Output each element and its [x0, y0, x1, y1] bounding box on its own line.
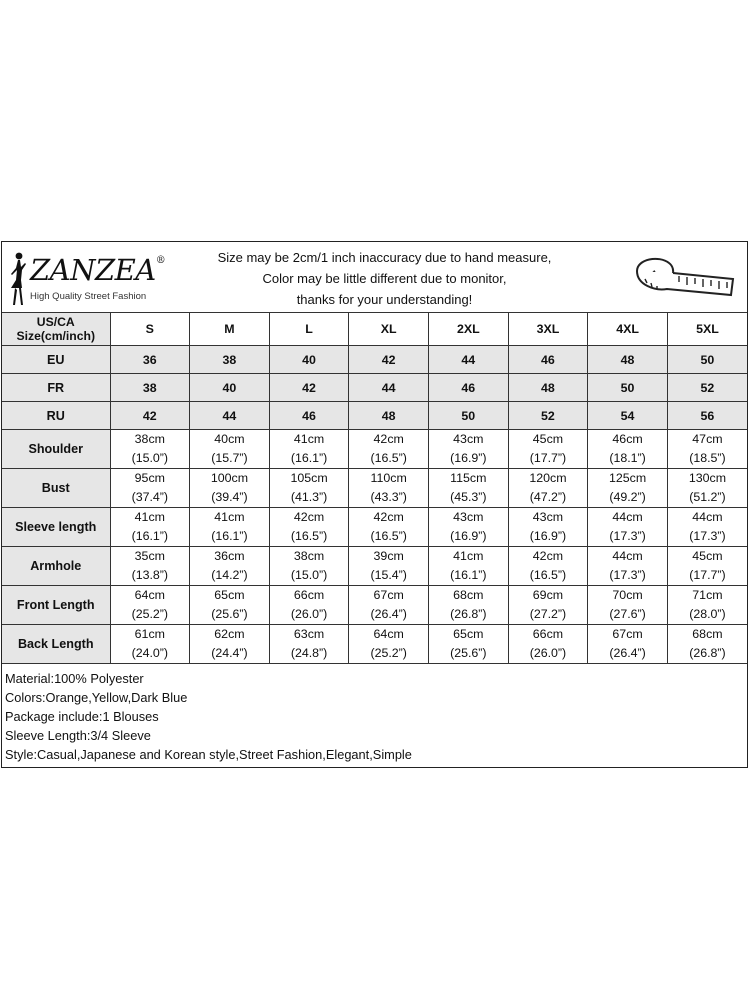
fashion-model-icon — [7, 250, 29, 306]
measurement-inch: (14.2”) — [211, 568, 248, 582]
measurement-cell — [588, 625, 668, 664]
measurement-cell — [110, 469, 190, 508]
measurement-cm: 35cm — [134, 549, 165, 563]
measurement-cm: 46cm — [612, 432, 643, 446]
size-label: S — [110, 313, 190, 346]
measurement-cm: 41cm — [134, 510, 165, 524]
measurement-cell — [349, 625, 429, 664]
brand-logo — [4, 248, 166, 306]
measurement-cm: 47cm — [692, 432, 723, 446]
measurement-cm: 42cm — [373, 432, 404, 446]
measurement-cell — [588, 469, 668, 508]
conversion-cell: 46 — [508, 346, 588, 374]
measuring-tape-icon — [629, 249, 739, 305]
measurement-inch: (16.1”) — [290, 451, 328, 465]
measurement-cm: 100cm — [210, 471, 249, 485]
measurement-cell — [429, 586, 509, 625]
note-line: Color may be little different due to monitor, — [262, 271, 507, 286]
brand-tagline: High Quality Street Fashion — [30, 291, 147, 302]
conversion-cell: 46 — [429, 374, 509, 402]
size-chart — [1, 241, 748, 768]
conversion-cell: 48 — [349, 402, 429, 430]
measurement-cell — [429, 430, 509, 469]
measurement-cell — [508, 547, 588, 586]
measurement-cm: 105cm — [290, 471, 328, 485]
measurement-inch: (45.3”) — [450, 490, 487, 504]
row-label: Back Length — [2, 625, 110, 664]
conversion-cell: 42 — [110, 402, 190, 430]
registered-mark: ® — [155, 255, 166, 266]
measurement-cm: 41cm — [214, 510, 245, 524]
measurement-cm: 115cm — [450, 471, 487, 485]
measurement-inch: (13.8”) — [131, 568, 169, 582]
info-package: Package include:1 Blouses — [5, 709, 159, 724]
measurement-inch: (15.7”) — [211, 451, 248, 465]
measurement-cm: 42cm — [373, 510, 404, 524]
measurement-cm: 69cm — [532, 588, 564, 602]
conversion-cell: 50 — [667, 346, 747, 374]
size-table — [2, 313, 747, 663]
row-label: RU — [2, 402, 110, 430]
info-material: Material:100% Polyester — [5, 671, 144, 686]
size-label: 3XL — [508, 313, 588, 346]
measurement-inch: (26.4”) — [370, 607, 407, 621]
measurement-inch: (51.2”) — [689, 490, 726, 504]
measurement-cell — [667, 469, 747, 508]
conversion-cell: 52 — [667, 374, 747, 402]
row-label: FR — [2, 374, 110, 402]
measurement-inch: (43.3”) — [370, 490, 407, 504]
row-label: Armhole — [2, 547, 110, 586]
measurement-cm: 67cm — [373, 588, 404, 602]
measurement-cm: 65cm — [214, 588, 245, 602]
measurement-cell — [429, 547, 509, 586]
measurement-row — [2, 625, 747, 664]
conversion-cell: 44 — [349, 374, 429, 402]
measurement-inch: (25.6”) — [211, 607, 248, 621]
measurement-inch: (17.3”) — [609, 568, 646, 582]
measurement-cell — [110, 547, 190, 586]
measurement-cell — [110, 430, 190, 469]
measurement-cm: 43cm — [453, 510, 484, 524]
measurement-cm: 125cm — [608, 471, 647, 485]
measurement-inch: (16.9”) — [450, 529, 487, 543]
measurement-row — [2, 547, 747, 586]
measurement-cell — [429, 625, 509, 664]
conversion-cell: 48 — [508, 374, 588, 402]
measurement-inch: (15.0”) — [131, 451, 169, 465]
measurement-inch: (18.5”) — [689, 451, 726, 465]
measurement-inch: (16.5”) — [370, 451, 407, 465]
measurement-cm: 130cm — [688, 471, 727, 485]
size-label: 2XL — [429, 313, 509, 346]
measurement-inch: (24.4”) — [211, 646, 248, 660]
measurement-cm: 36cm — [214, 549, 245, 563]
measurement-cm: 43cm — [453, 432, 484, 446]
measurement-cm: 95cm — [134, 471, 165, 485]
measurement-inch: (15.0”) — [290, 568, 328, 582]
measurement-cm: 64cm — [373, 627, 404, 641]
measurement-inch: (16.5”) — [290, 529, 328, 543]
conversion-cell: 50 — [588, 374, 668, 402]
measurement-cm: 43cm — [532, 510, 564, 524]
measurement-inch: (17.3”) — [609, 529, 646, 543]
row-label: Sleeve length — [2, 508, 110, 547]
measurement-cm: 61cm — [134, 627, 165, 641]
measurement-cell — [349, 469, 429, 508]
measurement-cell — [349, 508, 429, 547]
row-label: EU — [2, 346, 110, 374]
measurement-cell — [508, 430, 588, 469]
row-label: Front Length — [2, 586, 110, 625]
measurement-cell — [269, 625, 349, 664]
measurement-cell — [110, 586, 190, 625]
measurement-cell — [269, 508, 349, 547]
conversion-cell: 48 — [588, 346, 668, 374]
conversion-row — [2, 402, 747, 430]
measurement-inch: (16.5”) — [370, 529, 407, 543]
measurement-cm: 120cm — [529, 471, 567, 485]
measurement-cell — [429, 508, 509, 547]
measurement-cm: 40cm — [214, 432, 245, 446]
conversion-cell: 52 — [508, 402, 588, 430]
measurement-inch: (26.8”) — [689, 646, 726, 660]
measurement-cm: 66cm — [293, 588, 325, 602]
measurement-inch: (37.4”) — [131, 490, 169, 504]
note-line: Size may be 2cm/1 inch inaccuracy due to hand measure, — [217, 250, 552, 265]
size-label: XL — [349, 313, 429, 346]
measurement-inch: (49.2”) — [609, 490, 646, 504]
measurement-cell — [190, 469, 270, 508]
corner-label-line: US/CA — [36, 315, 75, 329]
measurement-cm: 62cm — [214, 627, 245, 641]
measurement-row — [2, 469, 747, 508]
measurement-inch: (15.4”) — [370, 568, 407, 582]
conversion-cell: 36 — [110, 346, 190, 374]
measurement-cell — [349, 547, 429, 586]
conversion-cell: 42 — [349, 346, 429, 374]
measurement-cm: 39cm — [373, 549, 404, 563]
measurement-cell — [190, 586, 270, 625]
measurement-row — [2, 430, 747, 469]
measurement-cm: 45cm — [532, 432, 564, 446]
row-label: Shoulder — [2, 430, 110, 469]
conversion-cell: 44 — [429, 346, 509, 374]
measurement-cell — [269, 547, 349, 586]
measurement-cm: 42cm — [293, 510, 325, 524]
measurement-cell — [667, 586, 747, 625]
conversion-cell: 42 — [269, 374, 349, 402]
measurement-cell — [667, 430, 747, 469]
conversion-cell: 46 — [269, 402, 349, 430]
measurement-cell — [429, 469, 509, 508]
measurement-cell — [190, 547, 270, 586]
measurement-inch: (16.1”) — [450, 568, 487, 582]
measurement-cell — [269, 469, 349, 508]
measurement-cm: 38cm — [293, 549, 325, 563]
measurement-inch: (26.4”) — [609, 646, 646, 660]
conversion-cell: 56 — [667, 402, 747, 430]
corner-label — [2, 313, 110, 346]
measurement-inch: (27.2”) — [529, 607, 567, 621]
measurement-inch: (47.2”) — [529, 490, 567, 504]
measurement-inch: (24.0”) — [131, 646, 169, 660]
measurement-cell — [588, 586, 668, 625]
info-colors: Colors:Orange,Yellow,Dark Blue — [5, 690, 188, 705]
measurement-notes — [172, 247, 597, 310]
measurement-cm: 44cm — [612, 549, 643, 563]
corner-label-line: Size(cm/inch) — [16, 329, 96, 343]
measurement-cell — [667, 625, 747, 664]
measurement-cm: 44cm — [612, 510, 643, 524]
measurement-cell — [190, 508, 270, 547]
conversion-cell: 50 — [429, 402, 509, 430]
conversion-row — [2, 374, 747, 402]
measurement-cell — [667, 547, 747, 586]
measurement-inch: (16.5”) — [529, 568, 567, 582]
size-label: 5XL — [667, 313, 747, 346]
measurement-cm: 42cm — [532, 549, 564, 563]
measurement-cell — [110, 508, 190, 547]
measurement-inch: (25.2”) — [370, 646, 407, 660]
measurement-inch: (16.9”) — [529, 529, 567, 543]
measurement-cm: 66cm — [532, 627, 564, 641]
measurement-cm: 70cm — [612, 588, 643, 602]
size-label: M — [190, 313, 270, 346]
measurement-cell — [269, 430, 349, 469]
measurement-inch: (28.0”) — [689, 607, 726, 621]
measurement-inch: (16.1”) — [211, 529, 248, 543]
measurement-cell — [190, 430, 270, 469]
measurement-row — [2, 508, 747, 547]
measurement-cell — [190, 625, 270, 664]
measurement-row — [2, 586, 747, 625]
measurement-inch: (25.6”) — [450, 646, 487, 660]
measurement-cm: 110cm — [370, 471, 407, 485]
info-style: Style:Casual,Japanese and Korean style,Street Fashion,Elegant,Simple — [5, 747, 412, 762]
note-line: thanks for your understanding! — [296, 292, 473, 307]
measurement-cm: 64cm — [134, 588, 165, 602]
measurement-cell — [349, 430, 429, 469]
conversion-cell: 38 — [190, 346, 270, 374]
size-label: 4XL — [588, 313, 668, 346]
measurement-cell — [508, 508, 588, 547]
measurement-cm: 68cm — [453, 588, 484, 602]
measurement-cell — [269, 586, 349, 625]
measurement-cell — [110, 625, 190, 664]
measurement-cell — [508, 469, 588, 508]
measurement-cm: 67cm — [612, 627, 643, 641]
conversion-cell: 40 — [190, 374, 270, 402]
measurement-cm: 44cm — [692, 510, 723, 524]
measurement-inch: (26.0”) — [290, 607, 328, 621]
measurement-inch: (25.2”) — [131, 607, 169, 621]
measurement-inch: (16.1”) — [131, 529, 169, 543]
info-sleeve-length: Sleeve Length:3/4 Sleeve — [5, 728, 151, 743]
conversion-row — [2, 346, 747, 374]
measurement-cm: 41cm — [293, 432, 325, 446]
measurement-inch: (17.7”) — [529, 451, 567, 465]
measurement-inch: (18.1”) — [609, 451, 646, 465]
measurement-cm: 41cm — [453, 549, 484, 563]
measurement-cell — [667, 508, 747, 547]
measurement-cm: 68cm — [692, 627, 723, 641]
measurement-cell — [508, 586, 588, 625]
measurement-cm: 65cm — [453, 627, 484, 641]
measurement-inch: (24.8”) — [290, 646, 328, 660]
measurement-inch: (26.8”) — [450, 607, 487, 621]
measurement-inch: (39.4”) — [211, 490, 248, 504]
measurement-cm: 63cm — [293, 627, 325, 641]
brand-name: ZANZEA — [30, 253, 156, 287]
size-header-row — [2, 313, 747, 346]
chart-header — [2, 242, 747, 313]
measurement-cm: 38cm — [134, 432, 165, 446]
row-label: Bust — [2, 469, 110, 508]
conversion-cell: 44 — [190, 402, 270, 430]
product-info — [2, 663, 747, 767]
measurement-inch: (26.0”) — [529, 646, 567, 660]
measurement-cell — [588, 508, 668, 547]
measurement-cell — [349, 586, 429, 625]
measurement-inch: (27.6”) — [609, 607, 646, 621]
conversion-cell: 38 — [110, 374, 190, 402]
conversion-cell: 54 — [588, 402, 668, 430]
measurement-cell — [508, 625, 588, 664]
measurement-inch: (16.9”) — [450, 451, 487, 465]
measurement-cm: 45cm — [692, 549, 723, 563]
measurement-inch: (17.7”) — [689, 568, 726, 582]
measurement-inch: (41.3”) — [290, 490, 328, 504]
measurement-cell — [588, 430, 668, 469]
conversion-cell: 40 — [269, 346, 349, 374]
size-label: L — [269, 313, 349, 346]
measurement-cell — [588, 547, 668, 586]
measurement-cm: 71cm — [692, 588, 723, 602]
measurement-inch: (17.3”) — [689, 529, 726, 543]
